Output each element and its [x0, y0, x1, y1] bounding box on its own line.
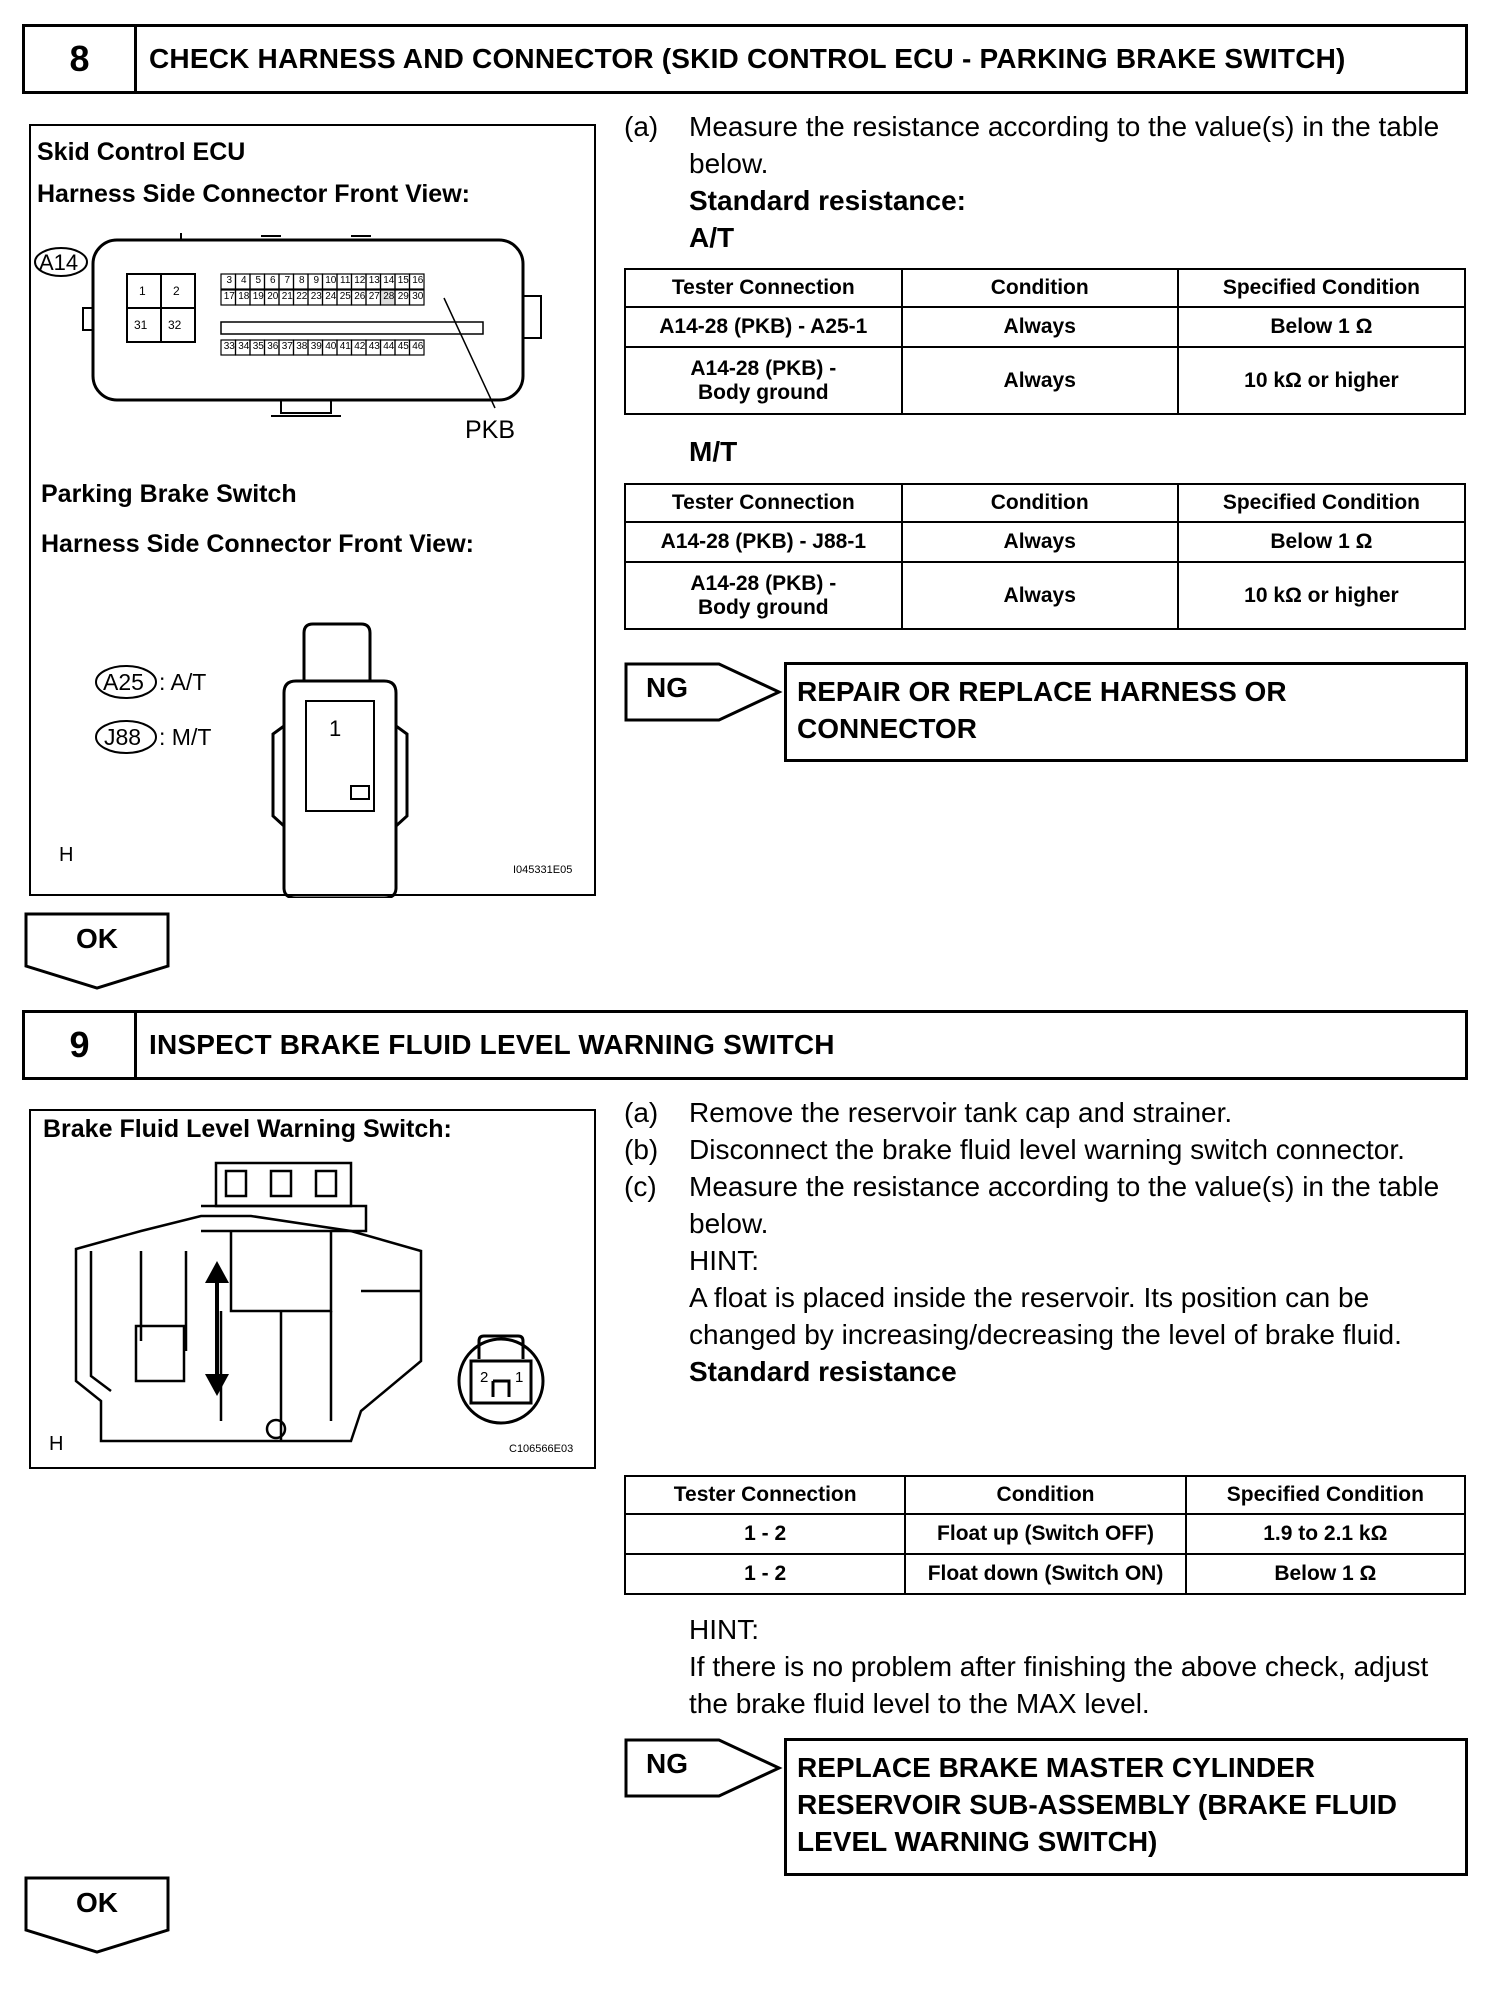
ecu-pin-label: 26	[354, 291, 366, 302]
ecu-pin-label: 28	[383, 291, 395, 302]
figure-id: C106566E03	[509, 1443, 574, 1455]
figure-id: I045331E05	[513, 864, 573, 876]
pin-1: 1	[515, 1369, 524, 1386]
table-row	[625, 1554, 1465, 1594]
ecu-pin-label: 33	[223, 341, 235, 352]
ng-action-box: REPLACE BRAKE MASTER CYLINDER RESERVOIR SUB-ASSEMBLY (BRAKE FLUID LEVEL WARNING SWITCH)	[784, 1738, 1468, 1876]
ecu-pin-1: 1	[139, 284, 146, 298]
conn-at-code: A25	[103, 669, 144, 695]
table-cell: Below 1 Ω	[1178, 307, 1465, 347]
ecu-connector-drawing	[31, 126, 598, 898]
ecu-pin-label: 15	[397, 275, 409, 286]
ok-label: OK	[76, 1887, 118, 1918]
step-9-instructions	[624, 1094, 1474, 1390]
step-8-instructions	[624, 108, 1474, 256]
step-title: INSPECT BRAKE FLUID LEVEL WARNING SWITCH	[149, 1029, 835, 1060]
switch-view-label: Harness Side Connector Front View:	[41, 530, 474, 558]
resistance-table	[624, 1475, 1466, 1595]
pin-2: 2	[480, 1369, 489, 1386]
ecu-pin-label: 34	[238, 341, 250, 352]
ecu-pin-label: 22	[296, 291, 308, 302]
step-title: CHECK HARNESS AND CONNECTOR (SKID CONTROL ECU - PARKING BRAKE SWITCH)	[149, 43, 1346, 74]
ecu-pin-label: 3	[226, 275, 233, 286]
ecu-title: Skid Control ECU	[37, 138, 246, 166]
figure-corner-h: H	[49, 1433, 64, 1455]
ecu-pin-label: 17	[223, 291, 235, 302]
instr-text: Measure the resistance according to the value(s) in the table below.	[689, 1171, 1440, 1239]
ecu-pin-label: 14	[383, 275, 395, 286]
table-cell: Below 1 Ω	[1186, 1554, 1465, 1594]
ecu-pin-label: 19	[252, 291, 264, 302]
table-cell: A14-28 (PKB) - A25-1	[625, 307, 902, 347]
ecu-pin-label: 41	[339, 341, 351, 352]
resistance-table-mt	[624, 483, 1466, 630]
table-cell: Float down (Switch ON)	[905, 1554, 1185, 1594]
ecu-pin-label: 18	[238, 291, 250, 302]
ecu-pin-label: 6	[269, 275, 276, 286]
ecu-pin-label: 30	[412, 291, 424, 302]
ecu-pin-label: 20	[267, 291, 279, 302]
ecu-view-label: Harness Side Connector Front View:	[37, 180, 470, 208]
table-row	[625, 522, 1465, 562]
table-row	[625, 1514, 1465, 1554]
table-cell: Always	[902, 562, 1178, 629]
ecu-pin-label: 42	[354, 341, 366, 352]
ecu-pin-label: 13	[368, 275, 380, 286]
ecu-pin-label: 10	[325, 275, 337, 286]
step-number: 8	[25, 27, 137, 91]
col-header: Condition	[902, 484, 1178, 522]
mt-label: M/T	[689, 436, 738, 467]
switch-title: Parking Brake Switch	[41, 480, 297, 508]
ecu-pin-label: 4	[240, 275, 247, 286]
col-header: Specified Condition	[1186, 1476, 1465, 1514]
ecu-pin-31: 31	[134, 318, 148, 332]
ecu-pin-label: 5	[255, 275, 262, 286]
switch-pin-1: 1	[329, 716, 342, 741]
instr-mark: (a)	[624, 111, 659, 142]
ok-label: OK	[76, 923, 118, 954]
ecu-connector-code: A14	[39, 250, 79, 275]
hint-text: If there is no problem after finishing the above check, adjust the brake fluid level to the MAX level.	[689, 1651, 1429, 1719]
table-row	[625, 562, 1465, 629]
conn-mt-code: J88	[104, 724, 142, 750]
table-cell: 10 kΩ or higher	[1178, 347, 1465, 414]
hint-text: A float is placed inside the reservoir. Its position can be changed by increasing/decreasing the level of brake fluid.	[689, 1282, 1402, 1350]
instr-mark: (a)	[624, 1097, 659, 1128]
resistance-table-at	[624, 268, 1466, 415]
ecu-pin-label: 16	[412, 275, 424, 286]
instr-text: Disconnect the brake fluid level warning switch connector.	[689, 1134, 1405, 1165]
ng-label: NG	[646, 1748, 688, 1779]
table-row	[625, 347, 1465, 414]
table-cell: A14-28 (PKB) - J88-1	[625, 522, 902, 562]
step-9-header	[22, 1010, 1468, 1080]
ecu-pin-32: 32	[168, 318, 182, 332]
ecu-pin-label: 29	[397, 291, 409, 302]
table-cell: A14-28 (PKB) - Body ground	[625, 347, 902, 414]
table-cell: A14-28 (PKB) - Body ground	[625, 562, 902, 629]
conn-mt-label: : M/T	[159, 724, 212, 750]
col-header: Tester Connection	[625, 269, 902, 307]
table-cell: Always	[902, 307, 1178, 347]
table-cell: 1.9 to 2.1 kΩ	[1186, 1514, 1465, 1554]
ng-arrow	[624, 662, 784, 722]
ecu-pin-label: 7	[284, 275, 291, 286]
ecu-pin-label: 39	[310, 341, 322, 352]
ng-arrow	[624, 1738, 784, 1798]
table-cell: Float up (Switch OFF)	[905, 1514, 1185, 1554]
col-header: Condition	[902, 269, 1178, 307]
ecu-pin-label: 25	[339, 291, 351, 302]
std-resistance-label: Standard resistance	[689, 1356, 957, 1387]
ecu-pin-label: 35	[252, 341, 264, 352]
pkb-label: PKB	[465, 416, 516, 444]
ecu-pin-label: 46	[412, 341, 424, 352]
hint-label: HINT:	[689, 1245, 759, 1276]
table-cell: Below 1 Ω	[1178, 522, 1465, 562]
ng-label: NG	[646, 672, 688, 703]
hint-label: HINT:	[689, 1614, 759, 1645]
ecu-pin-label: 43	[368, 341, 380, 352]
col-header: Specified Condition	[1178, 484, 1465, 522]
table-row	[625, 307, 1465, 347]
ng-action-box: REPAIR OR REPLACE HARNESS OR CONNECTOR	[784, 662, 1468, 762]
ecu-pin-label: 21	[281, 291, 293, 302]
ecu-pin-label: 44	[383, 341, 395, 352]
std-resistance-label: Standard resistance:	[689, 185, 966, 216]
col-header: Tester Connection	[625, 484, 902, 522]
hint-2	[624, 1611, 1474, 1722]
col-header: Condition	[905, 1476, 1185, 1514]
ecu-pin-label: 8	[298, 275, 305, 286]
ecu-pin-label: 40	[325, 341, 337, 352]
ecu-pin-label: 27	[368, 291, 380, 302]
table-cell: 10 kΩ or higher	[1178, 562, 1465, 629]
conn-at-label: : A/T	[159, 669, 207, 695]
ecu-pin-label: 37	[281, 341, 293, 352]
at-label: A/T	[689, 222, 735, 253]
ecu-pin-label: 24	[325, 291, 337, 302]
ecu-pin-label: 9	[313, 275, 320, 286]
ok-arrow	[24, 1876, 170, 1954]
instr-mark: (b)	[624, 1134, 659, 1165]
ecu-pin-label: 11	[340, 275, 351, 286]
figure-title: Brake Fluid Level Warning Switch:	[43, 1115, 452, 1143]
ecu-pin-label: 38	[296, 341, 308, 352]
instr-text: Measure the resistance according to the value(s) in the table below.	[689, 111, 1440, 179]
ecu-pin-label: 12	[354, 275, 366, 286]
ecu-connector-figure	[29, 124, 596, 896]
table-cell: 1 - 2	[625, 1554, 905, 1594]
figure-corner-h: H	[59, 844, 74, 866]
col-header: Tester Connection	[625, 1476, 905, 1514]
ecu-pin-label: 23	[310, 291, 322, 302]
col-header: Specified Condition	[1178, 269, 1465, 307]
step-8-header	[22, 24, 1468, 94]
step-number: 9	[25, 1013, 137, 1077]
ecu-pin-label: 45	[397, 341, 409, 352]
ecu-pin-label: 36	[267, 341, 279, 352]
table-cell: Always	[902, 522, 1178, 562]
ecu-pin-2: 2	[173, 284, 180, 298]
instr-mark: (c)	[624, 1171, 657, 1202]
table-cell: Always	[902, 347, 1178, 414]
table-cell: 1 - 2	[625, 1514, 905, 1554]
instr-text: Remove the reservoir tank cap and strainer.	[689, 1097, 1233, 1128]
reservoir-drawing	[31, 1111, 598, 1471]
fluid-switch-figure	[29, 1109, 596, 1469]
ok-arrow	[24, 912, 170, 990]
